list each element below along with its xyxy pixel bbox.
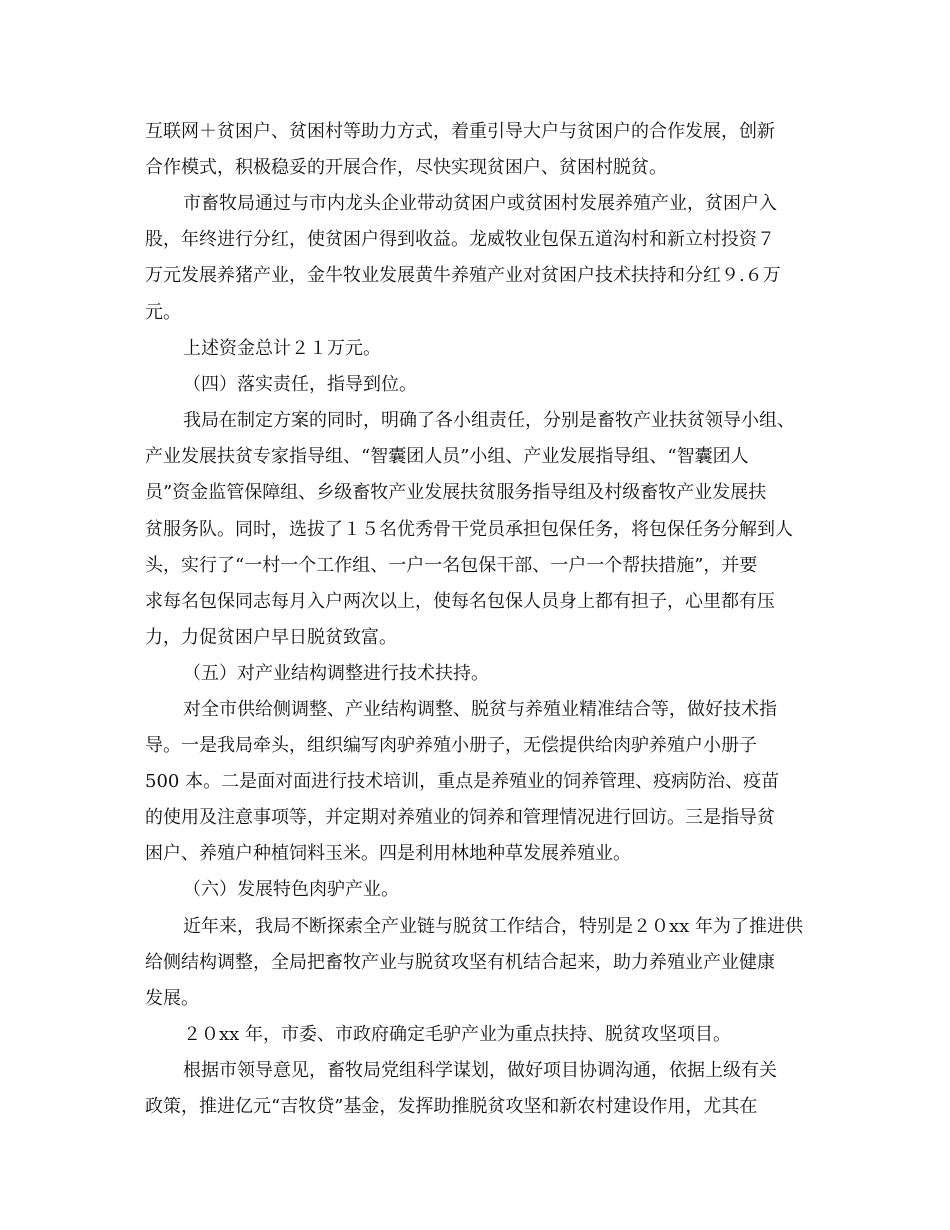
section-heading: （五）对产业结构调整进行技术扶持。 [183, 663, 489, 684]
text-line: 头，实行了“一村一个工作组、一户一名包保干部、一户一个帮扶措施”，并要 [145, 555, 758, 576]
text-line: 求每名包保同志每月入户两次以上，使每名包保人员身上都有担子，心里都有压 [145, 591, 775, 612]
text-line: 困户、养殖户种植饲料玉米。四是利用林地种草发展养殖业。 [145, 843, 631, 864]
text-line: 员”资金监管保障组、乡级畜牧产业发展扶贫服务指导组及村级畜牧产业发展扶 [145, 482, 767, 503]
text-line: 互联网＋贫困户、贫困村等助力方式，着重引导大户与贫困户的合作发展，创新 [145, 121, 775, 142]
text-line: 产业发展扶贫专家指导组、“智囊团人员”小组、产业发展指导组、“智囊团人 [145, 446, 749, 467]
text-line: 500 本。二是面对面进行技术培训，重点是养殖业的饲养管理、疫病防治、疫苗 [145, 771, 780, 792]
text-line: 的使用及注意事项等，并定期对养殖业的饲养和管理情况进行回访。三是指导贫 [145, 807, 775, 828]
text-line: 合作模式，积极稳妥的开展合作，尽快实现贫困户、贫困村脱贫。 [145, 157, 667, 178]
text-line: 导。一是我局牵头，组织编写肉驴养殖小册子，无偿提供给肉驴养殖户小册子 [145, 735, 757, 756]
paragraph-line: ２０xx 年，市委、市政府确定毛驴产业为重点扶持、脱贫攻坚项目。 [183, 1024, 732, 1045]
text-line: 贫服务队。同时，选拔了１５名优秀骨干党员承担包保任务，将包保任务分解到人 [145, 519, 793, 540]
text-line: 政策，推进亿元“吉牧贷”基金，发挥助推脱贫攻坚和新农村建设作用，尤其在 [145, 1096, 758, 1117]
paragraph-line: 上述资金总计２１万元。 [183, 338, 381, 359]
section-heading: （四）落实责任，指导到位。 [183, 374, 417, 395]
section-heading: （六）发展特色肉驴产业。 [183, 879, 399, 900]
paragraph-line: 根据市领导意见，畜牧局党组科学谋划，做好项目协调沟通，依据上级有关 [183, 1060, 777, 1081]
text-line: 元。 [145, 302, 181, 323]
paragraph-line: 近年来，我局不断探索全产业链与脱贫工作结合，特别是２０xx 年为了推进供 [183, 916, 804, 937]
text-line: 万元发展养猪产业，金牛牧业发展黄牛养殖产业对贫困户技术扶持和分红９.６万 [145, 265, 781, 286]
text-line: 力，力促贫困户早日脱贫致富。 [145, 627, 397, 648]
paragraph-line: 市畜牧局通过与市内龙头企业带动贫困户或贫困村发展养殖产业，贫困户入 [183, 193, 777, 214]
paragraph-line: 对全市供给侧调整、产业结构调整、脱贫与养殖业精准结合等，做好技术指 [183, 699, 777, 720]
text-line: 给侧结构调整，全局把畜牧产业与脱贫攻坚有机结合起来，助力养殖业产业健康 [145, 952, 775, 973]
text-line: 发展。 [145, 988, 199, 1009]
paragraph-line: 我局在制定方案的同时，明确了各小组责任，分别是畜牧产业扶贫领导小组、 [183, 410, 795, 431]
text-line: 股，年终进行分红，使贫困户得到收益。龙威牧业包保五道沟村和新立村投资７ [145, 229, 775, 250]
